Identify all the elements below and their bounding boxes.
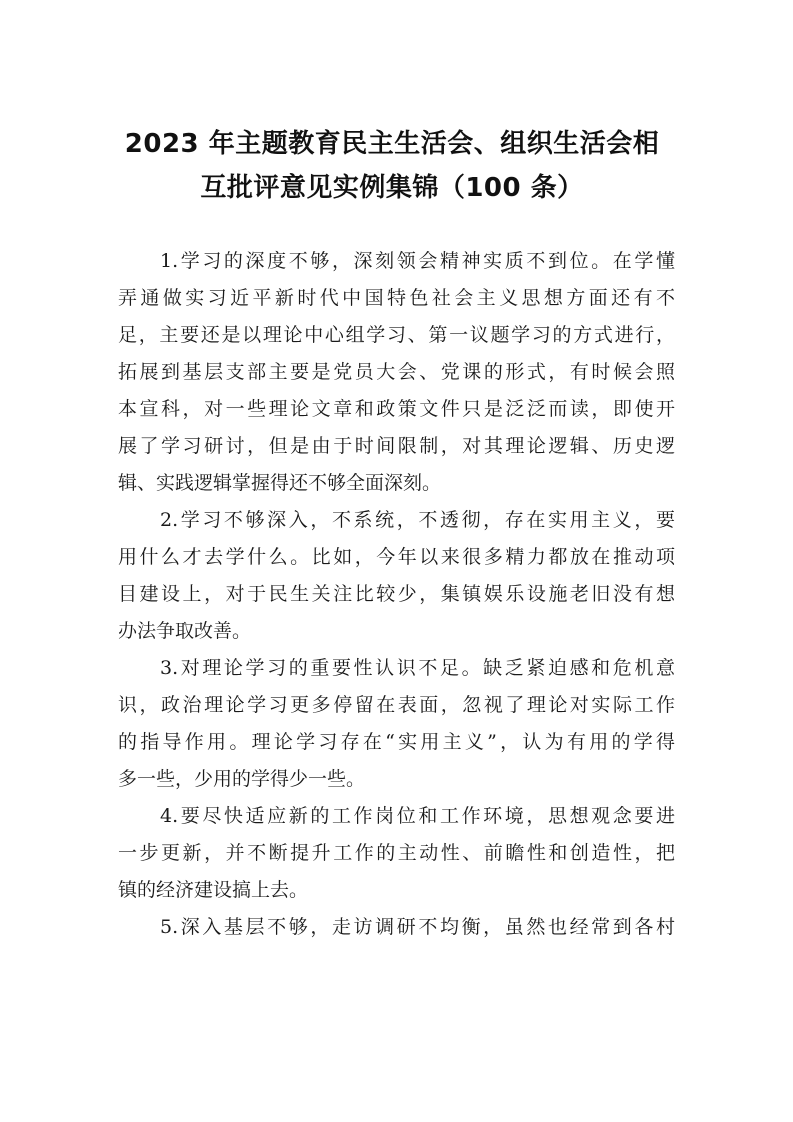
document-title	[112, 122, 672, 210]
text-line: 办法争取改善。	[118, 620, 252, 642]
text-line: 目建设上，对于民生关注比较少，集镇娱乐设施老旧没有想	[118, 583, 675, 605]
text-line: 拓展到基层支部主要是党员大会、党课的形式，有时候会照	[118, 361, 675, 383]
text-line: 弄通做实习近平新时代中国特色社会主义思想方面还有不	[118, 287, 675, 309]
text-line: 5.深入基层不够，走访调研不均衡，虽然也经常到各村	[160, 916, 675, 938]
text-line: 辑、实践逻辑掌握得还不够全面深刻。	[118, 472, 442, 494]
text-line: 一步更新，并不断提升工作的主动性、前瞻性和创造性，把	[118, 842, 675, 864]
text-line: 展了学习研讨，但是由于时间限制，对其理论逻辑、历史逻	[118, 435, 675, 457]
paragraph-5	[118, 909, 675, 946]
text-line: 识，政治理论学习更多停留在表面，忽视了理论对实际工作	[118, 694, 675, 716]
text-line: 3.对理论学习的重要性认识不足。缺乏紧迫感和危机意	[160, 657, 675, 679]
title-line: 2023 年主题教育民主生活会、组织生活会相	[124, 129, 660, 159]
paragraph-4	[118, 798, 675, 909]
text-line: 2.学习不够深入，不系统，不透彻，存在实用主义，要	[160, 509, 675, 531]
paragraph-2	[118, 502, 675, 650]
text-line: 多一些，少用的学得少一些。	[118, 768, 366, 790]
text-line: 4.要尽快适应新的工作岗位和工作环境，思想观念要进	[160, 805, 675, 827]
text-line: 用什么才去学什么。比如，今年以来很多精力都放在推动项	[118, 546, 675, 568]
text-line: 1.学习的深度不够，深刻领会精神实质不到位。在学懂	[160, 250, 675, 272]
title-line: 互批评意见实例集锦（100 条）	[200, 173, 584, 203]
text-line: 镇的经济建设搞上去。	[118, 879, 309, 901]
text-line: 的指导作用。理论学习存在“实用主义”，认为有用的学得	[118, 731, 675, 753]
text-line: 足，主要还是以理论中心组学习、第一议题学习的方式进行，	[118, 324, 675, 346]
text-line: 本宣科，对一些理论文章和政策文件只是泛泛而读，即使开	[118, 398, 675, 420]
paragraph-3	[118, 650, 675, 798]
paragraph-1	[118, 243, 675, 502]
document-body	[118, 243, 675, 946]
